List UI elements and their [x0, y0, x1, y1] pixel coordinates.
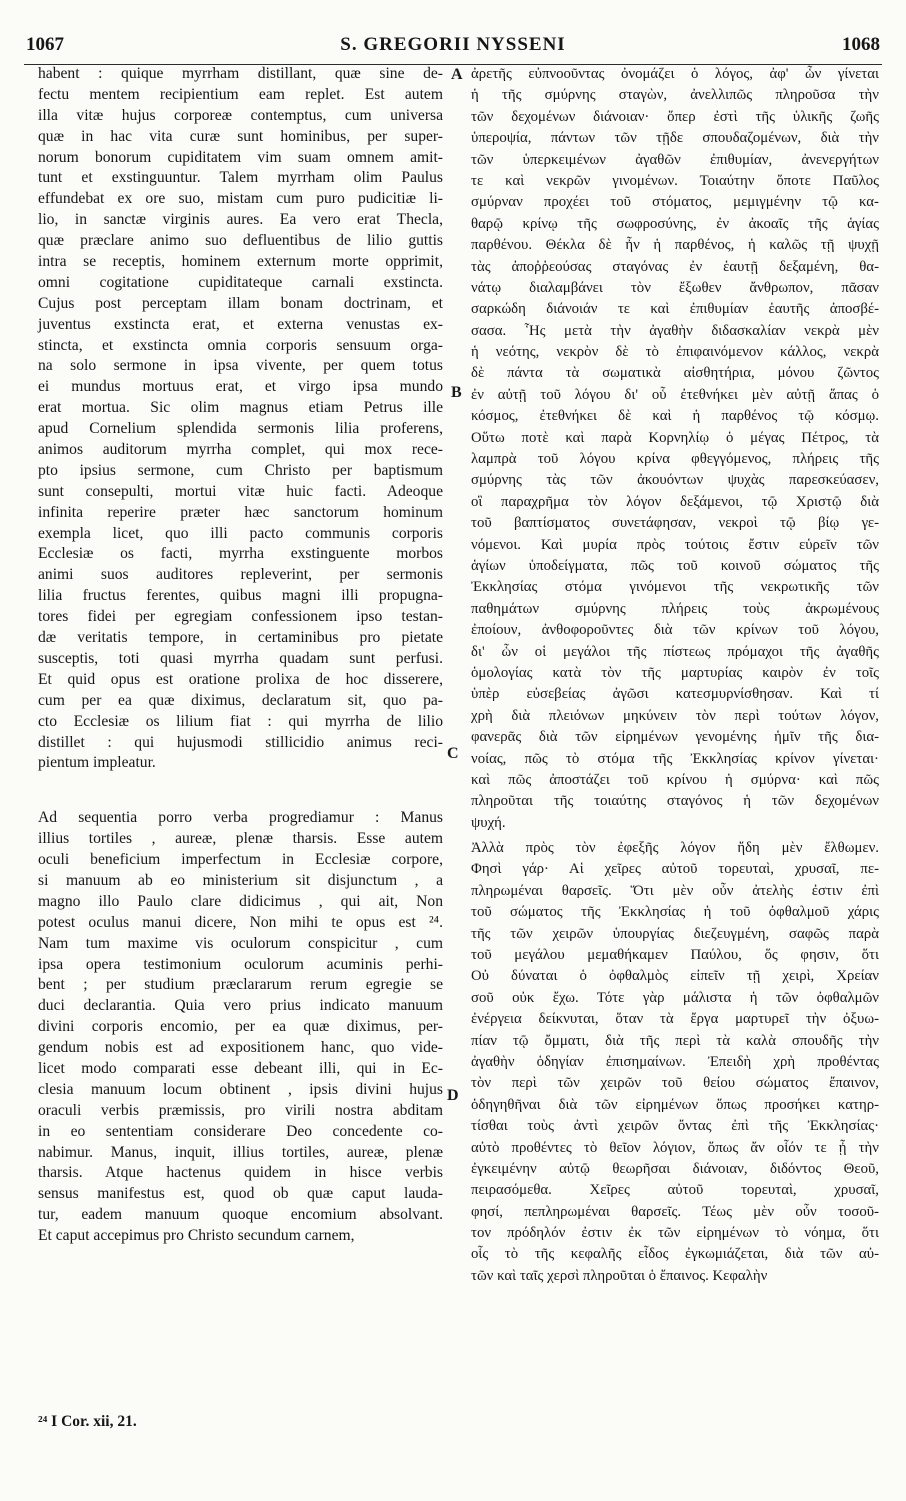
greek-text-line: οἷς τὸ τῆς κεφαλῆς εἶδος ἐγκωμιάζεται, διὰ τῶν αὐ- — [471, 1246, 879, 1263]
latin-text-line: in eo sententiam considerare Deo concedente co- — [38, 1122, 443, 1140]
greek-text-line: καὶ πῶς ἀποστάζει τοῦ κρίνου ἡ σμύρνα· καὶ πῶς — [471, 771, 879, 788]
latin-text-line: susceptis, toti quasi myrrha quadam sunt perfusi. — [38, 649, 443, 667]
latin-text-line: tharsis. Atque hactenus quidem in hisce verbis — [38, 1164, 443, 1182]
greek-paragraph-1 — [471, 64, 879, 834]
greek-text-line: τον πρόδηλόν ἐστιν ἐκ τῶν εἰρημένων τὸ νόημα, ὅτι — [471, 1225, 879, 1242]
greek-text-line: τε καὶ νεκρῶν γινομένων. Τοιαύτην ὅποτε Παῦλος — [471, 172, 879, 189]
latin-text-line: distillet : qui hujusmodi stillicidio animus reci- — [38, 733, 443, 751]
latin-text-line: tur, eadem manuum quoque encomium absolvant. — [38, 1206, 443, 1224]
greek-text-line: φησί, πεπληρωμέναι θαρσεῖς. Τέως μὲν οὖν τοσοῦ- — [471, 1203, 879, 1220]
greek-text-line: ὑπεροψία, πάντων τῶν τῇδε σπουδαζομένων, διὰ τὴν — [471, 130, 879, 147]
latin-text-line: effundebat ex ore suo, mistam cum puro pudicitiæ li- — [38, 190, 443, 208]
latin-text-line: Cujus post perceptam illam bonam doctrinam, et — [38, 294, 443, 312]
greek-text-line: κόσμος, ἐτεθνήκει δὲ καὶ ἡ παρθένος τῷ κόσμῳ. — [471, 408, 879, 425]
latin-text-line: duci declarantia. Quia vero prius indicato manuum — [38, 997, 443, 1015]
greek-text-line: δι' ὧν οἱ μεγάλοι τῆς πίστεως πρόμαχοι τῆς ἀγαθῆς — [471, 643, 879, 660]
greek-text-line: θαρῷ κρίνῳ τῆς σωφροσύνης, ἐν ἀκοαῖς τῆς ἁγίας — [471, 215, 879, 232]
greek-text-line: τῆς τῶν χειρῶν ὑπουργίας διεζευγμένη, σαφῶς παρὰ — [471, 925, 879, 942]
greek-text-line: τῶν καὶ ταῖς χερσὶ πληροῦται ὁ ἔπαινος. Κεφαλὴν — [471, 1267, 768, 1284]
latin-text-line: animi suos auditores repleverint, per sermonis — [38, 566, 443, 584]
latin-text-line: habent : quique myrrham distillant, quæ sine de- — [38, 65, 443, 82]
greek-text-line: πληρωμέναι θαρσεῖς. Ὅτι μὲν οὖν ἀτελὴς ἐστιν ἐπὶ — [471, 882, 879, 899]
greek-text-line: τῶν δεχομένων διάνοιαν· ὅπερ ἐστὶ τῆς ὑλικῆς ζωῆς — [471, 108, 879, 125]
greek-text-line: οἳ παραχρῆμα τὸν λόγον δεξάμενοι, τῷ Χριστῷ διὰ — [471, 493, 879, 510]
latin-text-line: na solo sermone in ipsa vivente, per quem totus — [38, 357, 443, 375]
latin-text-line: oraculi verbis præmissis, pro virili nostra abditam — [38, 1101, 443, 1119]
latin-text-line: juventus exstincta erat, et externa venustas ex- — [38, 315, 443, 333]
greek-text-line: παρθένου. Θέκλα δὲ ἦν ἡ παρθένος, ἡ καλῶς τῇ ψυχῇ — [471, 237, 879, 254]
latin-text-line: infinita reperire præter hæc sanctorum hominum — [38, 503, 443, 521]
latin-text-line: bent ; per studium præclararum rerum egregie se — [38, 976, 443, 994]
latin-text-line: pto ipsius sermone, cum Christo per baptismum — [38, 461, 443, 479]
left-page-number: 1067 — [26, 34, 64, 55]
greek-text-line: νοίας, πῶς τὸ στόμα τῆς Ἐκκλησίας κρίνον γίνεται· — [471, 750, 879, 767]
latin-text-line: erat mortua. Sic olim magnus etiam Petrus ille — [38, 399, 443, 417]
latin-text-line: nabimur. Manus, inquit, illius tortiles, aureæ, plenæ — [38, 1143, 443, 1161]
section-marker-a: A — [451, 66, 463, 83]
greek-text-line: ἀρετῆς εὐπνοοῦντας ὀνομάζει ὁ λόγος, ἀφ' ὧν γίνεται — [471, 66, 879, 82]
greek-text-line: τὸν περὶ τῶν χειρῶν τοῦ θείου σώματος ἔπαινον, — [471, 1075, 879, 1092]
greek-text-line: τῶν ὑπερκειμένων ἀγαθῶν ἐπιθυμίαν, ἀνενεργήτων — [471, 151, 879, 168]
greek-text-line: αὐτὸ προθέντες τὸ θεῖον λόγιον, ὅπως ἄν οἷόν τε ᾖ τὴν — [471, 1139, 879, 1156]
greek-text-line: τοῦ βαπτίσματος συνετάφησαν, νεκροὶ τῷ βίῳ γε- — [471, 515, 879, 532]
running-title: S. GREGORII NYSSENI — [340, 34, 566, 55]
latin-text-line: intra se receptis, hominem externum morte opprimit, — [38, 253, 443, 271]
greek-text-line: τοῦ μεγάλου μεμαθήκαμεν Παύλου, ὅς φησιν, ὅτι — [471, 947, 879, 964]
greek-text-line: λαμπρὰ τοῦ λόγου κρίνα φθεγγόμενος, πλήρεις τῆς — [471, 451, 879, 468]
greek-text-line: ὁμολογίας κατὰ τὸν τῆς μαρτυρίας καιρὸν ἐν τοῖς — [471, 664, 879, 681]
greek-text-line: τοῦ σώματος τῆς Ἐκκλησίας ἡ τοῦ ὀφθαλμοῦ χάρις — [471, 904, 879, 921]
greek-text-line: δὲ πάντα τὰ σωματικὰ αἰσθητήρια, μόνου ζῶντος — [471, 365, 879, 382]
greek-text-line: τίσθαι τοὺς ἀντὶ χειρῶν ὄντας ἐπὶ τῆς Ἐκκλησίας· — [471, 1118, 879, 1135]
section-marker-d: D — [447, 1087, 459, 1104]
greek-text-line: σασα. Ἧς μετὰ τὴν ἀγαθὴν διδασκαλίαν νεκρὰ μὲν — [471, 322, 879, 339]
greek-text-line: ἀγαθὴν ὁδηγίαν ἐπισημαίνων. Ἐπειδὴ χρὴ προθέντας — [471, 1053, 879, 1070]
greek-text-line: ὑπὲρ εὐσεβείας ἀγῶσι κατεσμυρνίσθησαν. Καὶ τί — [471, 686, 879, 703]
latin-text-line: fectu mentem recipientium eam replet. Est autem — [38, 85, 443, 103]
greek-text-line: ἐγκειμένην αὐτῷ θεωρῆσαι διάνοιαν, διδόντος Θεοῦ, — [471, 1160, 879, 1177]
latin-text-line: magno illo Paulo clare didicimus , qui ait, Non — [38, 892, 443, 910]
latin-text-line: stincta, et exstincta omnia corporis sensuum orga- — [38, 336, 443, 354]
latin-text-line: lilia fructus ferentes, quibus magni illi propugna- — [38, 587, 443, 605]
greek-column — [471, 64, 879, 1287]
latin-text-line: illius tortiles , aureæ, plenæ tharsis. Esse autem — [38, 830, 443, 848]
latin-text-line: ei mundus mortuus erat, et virgo ipsa mundo — [38, 378, 443, 396]
greek-text-line: ἐνέργεια δείκνυται, ὅταν τὰ ἔργα μαρτυρεῖ τὴν ὀξυω- — [471, 1011, 879, 1028]
latin-text-line: cum per ea quæ diximus, declaratum sit, quo pa- — [38, 691, 443, 709]
latin-text-line: omni cogitatione cupiditateque carnali exstincta. — [38, 273, 443, 291]
latin-text-line: sensus manifestus est, quod ob quæ caput lauda- — [38, 1185, 443, 1203]
latin-text-line: apud Cornelium splendida sermonis lilia proferens, — [38, 420, 443, 438]
greek-text-line: παθημάτων σμύρνης πλήρεις τοὺς ἀκρωμένους — [471, 600, 879, 617]
latin-text-line: norum bonorum cupiditatem vim suam omnem amit- — [38, 148, 443, 166]
latin-text-line: Et quid opus est oratione prolixa de hoc disserere, — [38, 670, 443, 688]
running-header — [24, 34, 882, 65]
latin-text-line: lio, in sanctæ virginis aures. Ea vero erat Thecla, — [38, 211, 443, 229]
greek-text-line: πληροῦται τῆς τοιαύτης σταγόνος ἡ τῶν δεχομένων — [471, 793, 879, 810]
latin-text-line: licet modo comparati esse debeant illi, qui in Ec- — [38, 1059, 443, 1077]
greek-text-line: φανερᾶς διὰ τῶν εἰρημένων γενομένης ἡμῖν τῆς δια- — [471, 729, 879, 746]
latin-text-line: quæ in hac vita curæ sunt hominibus, per super- — [38, 127, 443, 145]
latin-text-line: illa vitæ hujus corporeæ contemptus, cum universa — [38, 106, 443, 124]
latin-text-line: pientum impleatur. — [38, 754, 156, 772]
greek-text-line: Οὕτω ποτὲ καὶ παρὰ Κορνηλίῳ ὁ μέγας Πέτρος, τὰ — [471, 429, 879, 446]
greek-text-line: Ἀλλὰ πρὸς τὸν ἐφεξῆς λόγον ἤδη μὲν ἔλθωμεν. — [471, 840, 879, 857]
latin-text-line: gendum nobis est ad expositionem hanc, quo vide- — [38, 1039, 443, 1057]
greek-text-line: σαρκώδη διάνοιάν τε καὶ ἐπιθυμίαν ἑαυτῆς ἀποσβέ- — [471, 301, 879, 318]
latin-text-line: exempla licet, quo illi pacto communis corporis — [38, 524, 443, 542]
latin-text-line: Ad sequentia porro verba progrediamur : Manus — [38, 809, 443, 827]
greek-paragraph-2 — [471, 838, 879, 1287]
greek-text-line: Ἐκκλησίας στόμα γινόμενοι τῆς νεκρωτικῆς τῶν — [471, 579, 879, 596]
right-page-number: 1068 — [842, 34, 880, 55]
greek-text-line: νάτῳ διαλαμβάνει τὸν ἔξωθεν ἄνθρωπον, πᾶσαν — [471, 279, 879, 296]
paragraph-gap — [38, 774, 443, 808]
greek-text-line: σμύρνης τὰς τῶν ἀκουόντων ψυχὰς παρεσκεύασεν, — [471, 472, 879, 489]
latin-paragraph-2 — [38, 808, 443, 1247]
latin-text-line: sunt consepulti, mortui vitæ huic facti. Adeoque — [38, 482, 443, 500]
latin-text-line: cto Ecclesiæ os lilium fiat : qui myrrha de lilio — [38, 712, 443, 730]
greek-text-line: σοῦ οὐκ ἔχω. Τότε γὰρ μάλιστα ἡ τῶν ὀφθαλμῶν — [471, 989, 879, 1006]
latin-paragraph-1 — [38, 64, 443, 774]
greek-text-line: ἡ τῆς σμύρνης σταγὼν, ἀνελλιπῶς πληροῦσα τὴν — [471, 87, 879, 104]
greek-text-line: ψυχή. — [471, 814, 506, 831]
greek-text-line: πίαν τῷ ὄμματι, διὰ τῆς περὶ τὰ καλὰ σπουδῆς τὴν — [471, 1032, 879, 1049]
latin-text-line: Et caput accepimus pro Christo secundum carnem, — [38, 1227, 355, 1245]
latin-text-line: si manuum ab eo ministerium sit disjunctum , a — [38, 871, 443, 889]
greek-text-line: ὁδηγηθῆναι διὰ τῶν εἰρημένων ὅπως προσήκει κατηρ- — [471, 1096, 879, 1113]
latin-text-line: ipsa opera testimonium oculorum acuminis perhi- — [38, 955, 443, 973]
latin-text-line: dæ veritatis tempore, in certaminibus pro pietate — [38, 629, 443, 647]
greek-text-line: πειρασόμεθα. Χεῖρες αὐτοῦ τορευταὶ, χρυσαῖ, — [471, 1182, 879, 1199]
latin-text-line: tunt et exstinguuntur. Talem myrrham olim Paulus — [38, 169, 443, 187]
latin-text-line: Nam tum maxime vis oculorum conspicitur , cum — [38, 934, 443, 952]
greek-text-line: Φησὶ γάρ· Αἱ χεῖρες αὐτοῦ τορευταὶ, χρυσαῖ, πε- — [471, 861, 879, 878]
greek-text-line: σμύρναν προχέει τοῦ στόματος, μεμιγμένην τῷ κα- — [471, 194, 879, 211]
latin-text-line: animos auditorum myrrha complet, qui mox rece- — [38, 441, 443, 459]
section-marker-b: B — [451, 384, 462, 401]
footnote: ²⁴ I Cor. xii, 21. — [38, 1413, 137, 1430]
latin-text-line: divini corporis encomio, per ea quæ diximus, per- — [38, 1018, 443, 1036]
latin-text-line: tores fidei per egregiam confessionem ipso testan- — [38, 608, 443, 626]
latin-text-line: potest oculus manui dicere, Non mihi te opus est ²⁴. — [38, 913, 443, 931]
greek-text-line: ἡ νεότης, νεκρὸν δὲ τὸ ἐπιφαινόμενον κάλλος, νεκρὰ — [471, 344, 879, 361]
greek-text-line: Οὐ δύναται ὁ ὀφθαλμὸς εἰπεῖν τῇ χειρὶ, Χρείαν — [471, 968, 879, 985]
greek-text-line: χρὴ διὰ πλειόνων μηκύνειν τὸν περὶ τούτων λόγον, — [471, 707, 879, 724]
section-marker-c: C — [447, 745, 459, 762]
greek-text-line: ἁγίων ὑποδείγματα, πῶς τοῦ κοινοῦ σώματος τῆς — [471, 557, 879, 574]
greek-text-line: ἐποίουν, ἀνθοφοροῦντες διὰ τῶν κρίνων τοῦ λόγου, — [471, 622, 879, 639]
latin-text-line: quæ præclare animo suo defluentibus de lilio guttis — [38, 232, 443, 250]
latin-text-line: oculi beneficium imperfectum in Ecclesiæ corpore, — [38, 851, 443, 869]
greek-text-line: ἐν αὐτῇ τοῦ λόγου δι' οὗ ἐτεθνήκει μὲν αὐτῇ ἅπας ὁ — [471, 386, 879, 403]
greek-text-line: τὰς ἀποῤῥεούσας σταγόνας ἐν ἑαυτῇ δεξαμένη, θα- — [471, 258, 879, 275]
greek-text-line: νόμενοι. Καὶ μυρία πρὸς τούτοις ἔστιν εὑρεῖν τῶν — [471, 536, 879, 553]
latin-text-line: Ecclesiæ os facti, myrrha exstinguente morbos — [38, 545, 443, 563]
latin-text-line: clesia manuum locum obtinent , ipsis divini hujus — [38, 1080, 443, 1098]
latin-column — [38, 64, 443, 1247]
